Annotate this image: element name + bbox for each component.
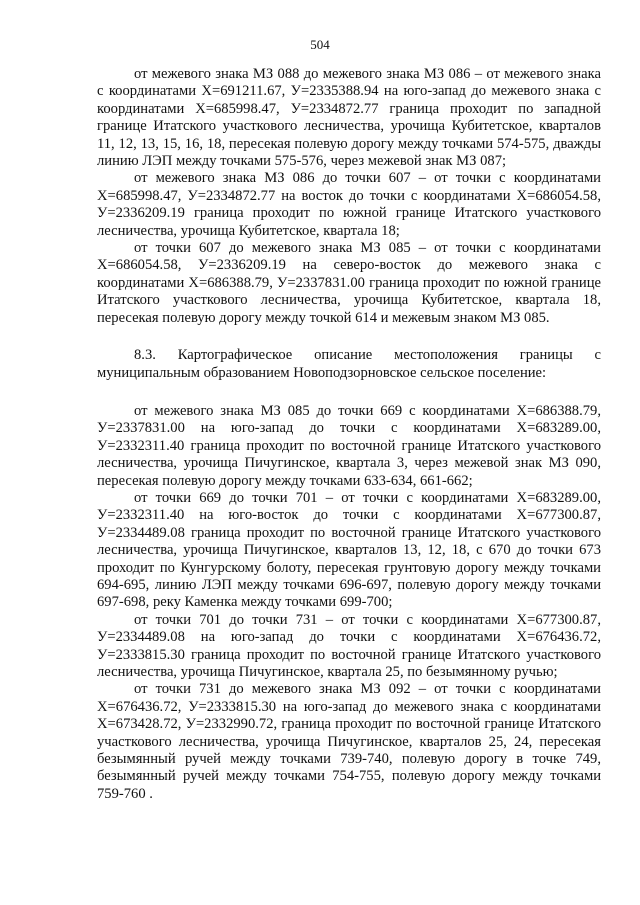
- paragraph-mz085-to-point669: от межевого знака МЗ 085 до точки 669 с координатами X=686388.79, У=2337831.00 на юго-запад до точки с координатами X=683289.00, У=2332311.40 граница проходит по восточной границе Итатского участкового лесничества, урочища Пичугинское, квартала 3, через межевой знак МЗ 090, пересекая полевую дорогу между точками 633-634, 661-662;: [97, 402, 601, 489]
- paragraph-point731-to-mz092: от точки 731 до межевого знака МЗ 092 – от точки с координатами X=676436.72, У=2333815.30 на юго-запад до межевого знака с координатами X=673428.72, У=2332990.72, граница проходит по восточной границе Итатского участкового лесничества, урочища Пичугинское, кварталов 25, 24, пересекая безымянный ручей между точками 739-740, полевую дорогу в точке 749, безымянный ручей между точками 754-755, полевую дорогу между точками 759-760 .: [97, 681, 601, 802]
- paragraph-point701-to-point731: от точки 701 до точки 731 – от точки с координатами X=677300.87, У=2334489.08 на юго-запад до точки с координатами X=676436.72, У=2333815.30 граница проходит по восточной границе Итатского участкового лесничества, урочища Пичугинское, квартала 25, по безымянному ручью;: [97, 611, 601, 680]
- document-body: [97, 66, 601, 803]
- paragraph-mz086-to-point607: от межевого знака МЗ 086 до точки 607 – от точки с координатами X=685998.47, У=2334872.77 на восток до точки с координатами X=686054.58, У=2336209.19 граница проходит по южной границе Итатского участкового лесничества, урочища Кубитетское, квартала 18;: [97, 170, 601, 239]
- paragraph-point669-to-point701: от точки 669 до точки 701 – от точки с координатами X=683289.00, У=2332311.40 на юго-восток до точки с координатами X=677300.87, У=2334489.08 граница проходит по восточной границе Итатского участкового лесничества, урочища Пичугинское, кварталов 13, 12, 18, с 670 до точки 673 проходит по Кунгурскому болоту, пересекая грунтовую дорогу между точками 694-695, линию ЛЭП между точками 696-697, полевую дорогу между точками 697-698, реку Каменка между точками 699-700;: [97, 489, 601, 611]
- paragraph-mz088-to-mz086: от межевого знака МЗ 088 до межевого знака МЗ 086 – от межевого знака с координатами X=691211.67, У=2335388.94 на юго-запад до межевого знака с координатами X=685998.47, У=2334872.77 граница проходит по западной границе Итатского участкового лесничества, урочища Кубитетское, кварталов 11, 12, 13, 15, 16, 18, пересекая полевую дорогу между точками 574-575, дважды линию ЛЭП между точками 575-576, через межевой знак МЗ 087;: [97, 66, 601, 170]
- section-heading-8-3: 8.3. Картографическое описание местоположения границы с муниципальным образованием Новоподзорновское сельское поселение:: [97, 347, 601, 381]
- paragraph-point607-to-mz085: от точки 607 до межевого знака МЗ 085 – от точки с координатами X=686054.58, У=2336209.19 на северо-восток до межевого знака с координатами X=686388.79, У=2337831.00 граница проходит по южной границе Итатского участкового лесничества, урочища Кубитетское, квартала 18, пересекая полевую дорогу между точкой 614 и межевым знаком МЗ 085.: [97, 240, 601, 326]
- page-number: 504: [310, 37, 330, 52]
